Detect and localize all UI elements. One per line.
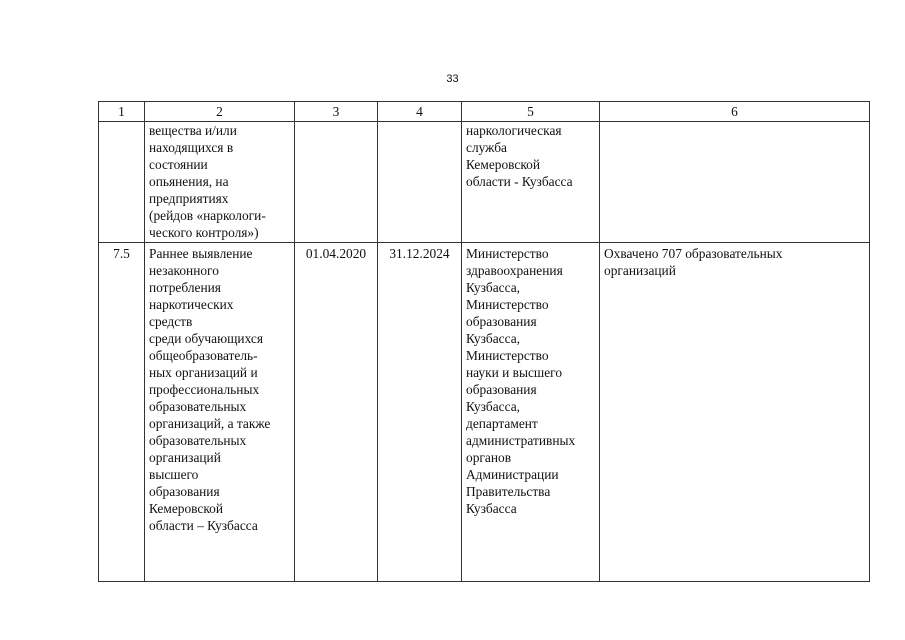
text-line: опьянения, на (149, 174, 229, 189)
text-line: потребления (149, 280, 221, 295)
text-line: высшего (149, 467, 199, 482)
cell-end-date: 31.12.2024 (378, 243, 462, 582)
column-number-5: 5 (462, 102, 600, 122)
text-line: здравоохранения (466, 263, 563, 278)
cell-result (600, 122, 870, 243)
text-line: вещества и/или (149, 123, 237, 138)
table-row-7-5 (99, 243, 870, 582)
text-line: административных (466, 433, 576, 448)
text-line: находящихся в (149, 140, 234, 155)
text-line: Министерство (466, 246, 549, 261)
text-line: Правительства (466, 484, 551, 499)
text-line: Охвачено 707 образовательных (604, 246, 783, 261)
cell-start-date: 01.04.2020 (295, 243, 378, 582)
cell-result (600, 243, 870, 582)
text-line: Кузбасса, (466, 280, 521, 295)
text-line: среди обучающихся (149, 331, 263, 346)
text-line: служба (466, 140, 507, 155)
page-number: 33 (446, 73, 459, 85)
text-line: (рейдов «наркологи- (149, 208, 266, 223)
text-line: наркологическая (466, 123, 562, 138)
text-line: Министерство (466, 297, 549, 312)
text-line: организаций (149, 450, 221, 465)
cell-item-number (99, 122, 145, 243)
cell-measure-description (145, 122, 295, 243)
text-line: департамент (466, 416, 538, 431)
text-line: образовательных (149, 433, 247, 448)
text-line: Раннее выявление (149, 246, 253, 261)
text-line: организаций (604, 263, 676, 278)
text-line: состоянии (149, 157, 208, 172)
text-line: области – Кузбасса (149, 518, 258, 533)
text-line: Кузбасса, (466, 399, 521, 414)
cell-end-date (378, 122, 462, 243)
text-line: организаций, а также (149, 416, 271, 431)
text-line: ных организаций и (149, 365, 258, 380)
cell-item-number: 7.5 (99, 243, 145, 582)
cell-responsible (462, 243, 600, 582)
text-line: образовательных (149, 399, 247, 414)
text-line: общеобразователь- (149, 348, 258, 363)
measures-table (98, 101, 870, 582)
text-line: Кузбасса (466, 501, 517, 516)
text-line: наркотических (149, 297, 234, 312)
text-line: ческого контроля») (149, 225, 259, 240)
text-line: профессиональных (149, 382, 260, 397)
text-line: образования (149, 484, 220, 499)
column-number-2: 2 (145, 102, 295, 122)
text-line: Кузбасса, (466, 331, 521, 346)
text-line: органов (466, 450, 512, 465)
text-line: области - Кузбасса (466, 174, 573, 189)
text-line: предприятиях (149, 191, 229, 206)
text-line: незаконного (149, 263, 219, 278)
text-line: науки и высшего (466, 365, 563, 380)
column-number-4: 4 (378, 102, 462, 122)
cell-start-date (295, 122, 378, 243)
text-line: образования (466, 382, 537, 397)
column-number-1: 1 (99, 102, 145, 122)
text-line: Министерство (466, 348, 549, 363)
column-number-3: 3 (295, 102, 378, 122)
text-line: средств (149, 314, 193, 329)
text-line: Кемеровской (149, 501, 224, 516)
cell-responsible (462, 122, 600, 243)
table-header-row (99, 102, 870, 122)
table-row-continuation (99, 122, 870, 243)
text-line: образования (466, 314, 537, 329)
column-number-6: 6 (600, 102, 870, 122)
text-line: Администрации (466, 467, 559, 482)
cell-measure-description (145, 243, 295, 582)
text-line: Кемеровской (466, 157, 541, 172)
